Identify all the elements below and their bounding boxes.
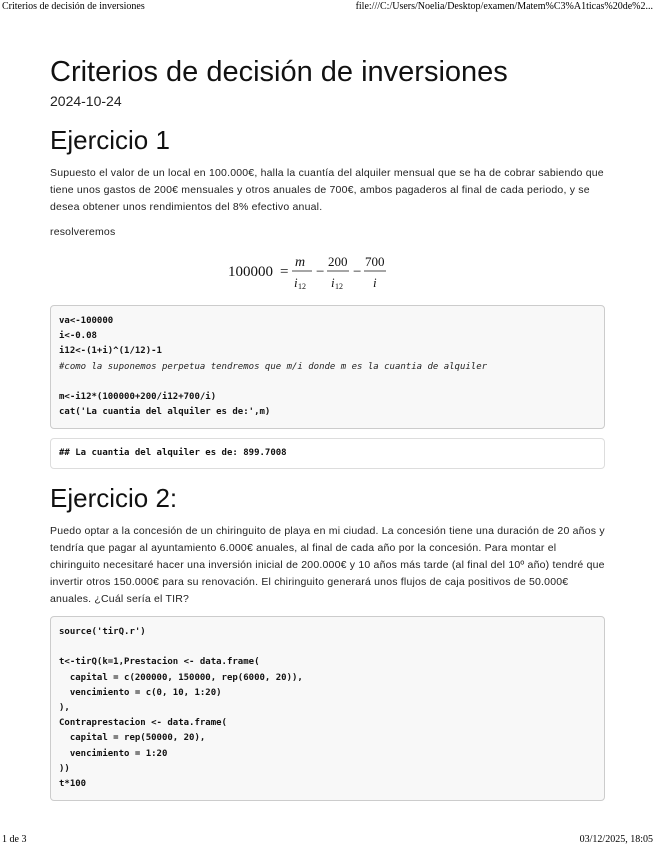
code-ejercicio2-line: Contraprestacion <- data.frame( (59, 718, 227, 729)
ejercicio-1-statement: Supuesto el valor de un local en 100.000€, halla la cuantía del alquiler mensual que se ha de cobrar sabiendo que tiene unos gastos de 200€ mensuales y otros anuales de 700€, ambos pagaderos al final de cada periodo, y se desea obtener unos rendimientos del 8% efectivo anual. (50, 167, 604, 213)
formula-minus-1: − (315, 264, 324, 280)
formula-term3-den: i (372, 275, 377, 290)
code-ejercicio1-line: m<-i12*(100000+200/i12+700/i) (59, 391, 217, 402)
code-ejercicio2-line: capital = c(200000, 150000, rep(6000, 20)), (59, 672, 303, 683)
document-date: 2024-10-24 (50, 93, 122, 109)
section-heading-ejercicio-1: Ejercicio 1 (50, 125, 170, 155)
print-url: file:///C:/Users/Noelia/Desktop/examen/Matem%C3%A1ticas%20de%2... (355, 1, 653, 12)
code-ejercicio1-line (59, 375, 596, 390)
document-title: Criterios de decisión de inversiones (50, 56, 508, 88)
formula-term3-num: 700 (364, 254, 384, 269)
code-ejercicio1-line: va<-100000 (59, 316, 114, 326)
code-ejercicio2-line: t<-tirQ(k=1,Prestacion <- data.frame( (59, 657, 260, 668)
formula-minus-2: − (352, 264, 361, 280)
code-ejercicio2-line: vencimiento = 1:20 (59, 748, 168, 759)
code-ejercicio2-line: capital = rep(50000, 20), (59, 733, 206, 744)
formula-term2-num: 200 (327, 254, 347, 269)
code-ejercicio1-line: i<-0.08 (59, 331, 97, 342)
code-ejercicio2-line: ), (59, 703, 70, 714)
rent-formula (50, 249, 605, 293)
code-block-ejercicio-1 (50, 305, 605, 429)
formula-equals: = (279, 264, 288, 280)
code-ejercicio2-line: )) (59, 763, 70, 774)
output-block-ejercicio-1: ## La cuantia del alquiler es de: 899.7008 (50, 438, 605, 469)
code-block-ejercicio-2 (50, 616, 605, 801)
section-heading-ejercicio-2: Ejercicio 2: (50, 483, 178, 514)
ejercicio-1-note: resolveremos (50, 226, 116, 238)
code-ejercicio2-line (59, 640, 596, 655)
ejercicio-2-statement: Puedo optar a la concesión de un chiringuito de playa en mi ciudad. La concesión tiene una duración de 20 años y tendría que pagar al ayuntamiento 6.000€ anuales, al final de cada año por la concesión. Para montar el chiringuito necesitaré hacer una inversión inicial de 200.000€ y 10 años más tarde (al final del 10º año) tendré que invertir otros 150.000€ para su renovación. El chiringuito generará unos flujos de caja positivos de 50.000€ anuales. ¿Cuál sería el TIR? (50, 525, 605, 606)
formula-term1-num: m (294, 255, 305, 270)
page-counter: 1 de 3 (2, 834, 27, 845)
formula-lhs: 100000 (227, 264, 273, 280)
code-ejercicio2-line: t*100 (59, 779, 87, 790)
code-ejercicio1-line: i12<-(1+i)^(1/12)-1 (59, 346, 162, 357)
print-datetime: 03/12/2025, 18:05 (579, 834, 653, 845)
code-ejercicio1-line: cat('La cuantia del alquiler es de:',m) (59, 407, 271, 418)
formula-term1-den: i (293, 275, 298, 290)
code-ejercicio2-line: vencimiento = c(0, 10, 1:20) (59, 687, 222, 698)
code-ejercicio1-line: #como la suponemos perpetua tendremos que m/i donde m es la cuantia de alquiler (59, 361, 488, 372)
formula-term2-den-sub: 12 (334, 282, 343, 291)
formula-term2-den: i (330, 275, 335, 290)
print-footer (0, 834, 655, 845)
print-page-title: Criterios de decisión de inversiones (2, 1, 145, 12)
code-ejercicio2-line: source('tirQ.r') (59, 627, 146, 638)
rent-formula-svg (228, 249, 428, 293)
document-content (50, 52, 605, 810)
formula-term1-den-sub: 12 (297, 282, 306, 291)
print-header (0, 1, 655, 12)
